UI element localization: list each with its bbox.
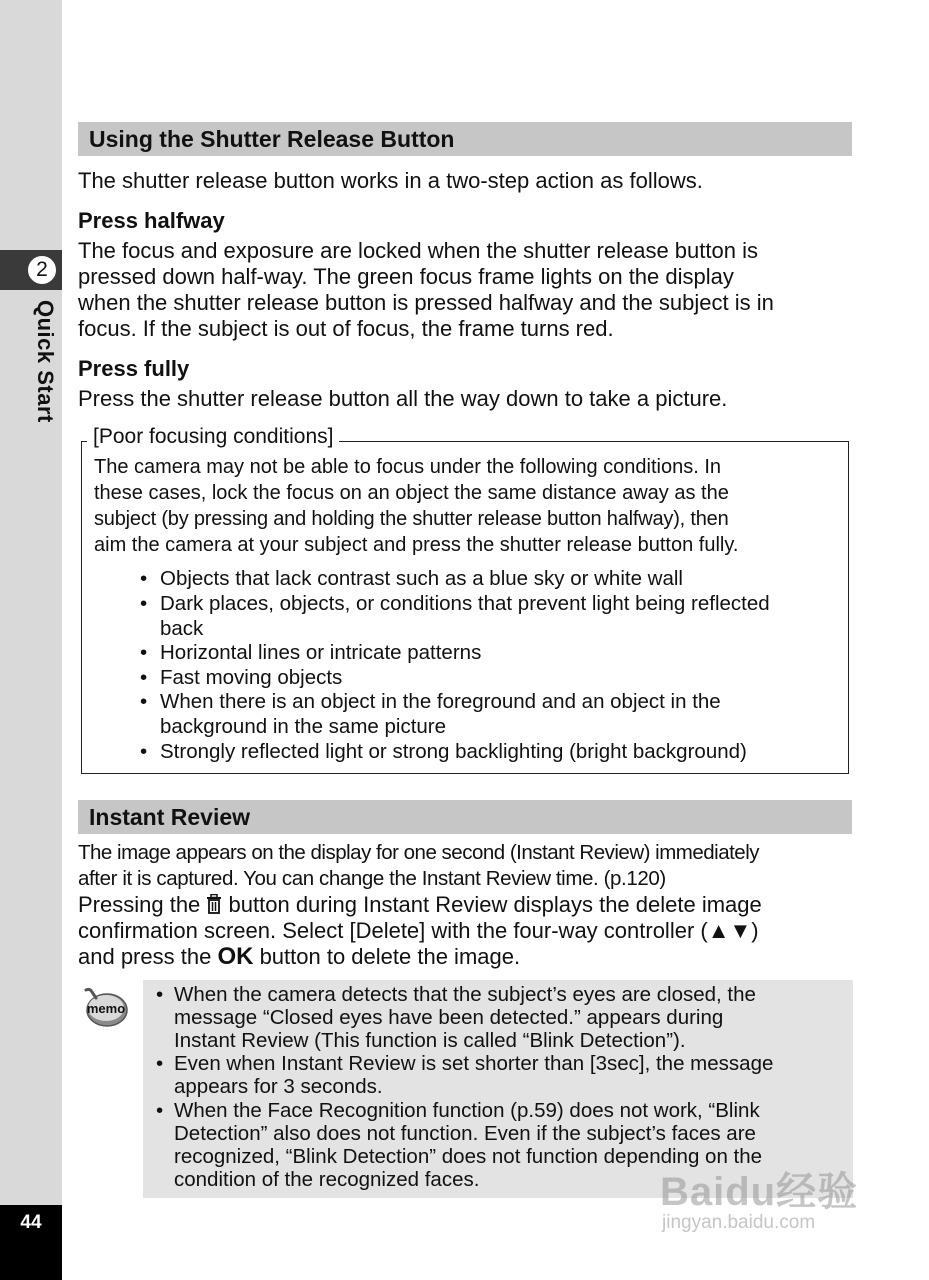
trash-icon (206, 894, 222, 920)
halfway-line: The focus and exposure are locked when the shutter release button is (78, 238, 758, 263)
press-fully-text: Press the shutter release button all the way down to take a picture. (78, 386, 728, 411)
bullet-text: Strongly reflected light or strong backlighting (bright background) (160, 740, 747, 763)
review-text-fragment: and press the (78, 944, 212, 969)
bullet-text: back (160, 617, 204, 640)
bullet-text: When there is an object in the foreground and an object in the (160, 690, 721, 713)
baidu-watermark (660, 1160, 890, 1260)
ok-button-glyph: OK (217, 943, 254, 970)
bullet-text: message “Closed eyes have been detected.” appears during (174, 1006, 724, 1029)
bullet-dot: • (156, 1052, 164, 1075)
poor-focus-intro-line: these cases, lock the focus on an object the same distance away as the (94, 482, 729, 504)
poor-focus-intro-line: aim the camera at your subject and press the shutter release button fully. (94, 534, 739, 556)
memo-icon (80, 984, 130, 1030)
bullet-text: Even when Instant Review is set shorter than [3sec], the message (174, 1052, 774, 1075)
bullet-text: Instant Review (This function is called “Blink Detection”). (174, 1029, 686, 1052)
shutter-section-heading: Using the Shutter Release Button (78, 122, 852, 156)
bullet-text: background in the same picture (160, 715, 447, 738)
page-number: 44 (20, 1212, 42, 1233)
bullet-text: When the camera detects that the subject’s eyes are closed, the (174, 983, 756, 1006)
bullet-text: Fast moving objects (160, 666, 343, 689)
bullet-text: Objects that lack contrast such as a blue sky or white wall (160, 567, 683, 590)
bullet-dot: • (140, 567, 148, 590)
poor-focus-intro-line: The camera may not be able to focus under the following conditions. In (94, 456, 722, 478)
halfway-line: pressed down half-way. The green focus frame lights on the display (78, 264, 734, 289)
bullet-text: condition of the recognized faces. (174, 1168, 480, 1191)
review-text-fragment: Pressing the (78, 892, 201, 917)
press-halfway-title: Press halfway (78, 208, 225, 233)
svg-text:memo: memo (86, 1001, 126, 1016)
review-text-fragment: button to delete the image. (259, 944, 521, 969)
review-line (78, 892, 868, 920)
instant-review-heading: Instant Review (78, 800, 852, 834)
shutter-intro: The shutter release button works in a two-step action as follows. (78, 168, 703, 193)
bullet-dot: • (156, 1099, 164, 1122)
bullet-text: Horizontal lines or intricate patterns (160, 641, 482, 664)
chapter-number: 2 (26, 254, 58, 286)
sidebar-strip (0, 0, 62, 1280)
chapter-label: Quick Start (33, 300, 58, 423)
bullet-dot: • (140, 666, 148, 689)
press-fully-title: Press fully (78, 356, 190, 381)
poor-focus-title: [Poor focusing conditions] (87, 424, 339, 450)
bullet-text: When the Face Recognition function (p.59) does not work, “Blink (174, 1099, 760, 1122)
bullet-dot: • (140, 740, 148, 763)
bullet-dot: • (140, 690, 148, 713)
bullet-text: Dark places, objects, or conditions that prevent light being reflected (160, 592, 770, 615)
review-line (78, 944, 868, 970)
review-line: confirmation screen. Select [Delete] with the four-way controller (▲▼) (78, 918, 759, 943)
halfway-line: when the shutter release button is pressed halfway and the subject is in (78, 290, 774, 315)
review-text-fragment: button during Instant Review displays the delete image (228, 892, 762, 917)
bullet-text: Detection” also does not function. Even if the subject’s faces are (174, 1122, 756, 1145)
review-line: after it is captured. You can change the Instant Review time. (p.120) (78, 867, 666, 890)
bullet-dot: • (156, 983, 164, 1006)
bullet-text: recognized, “Blink Detection” does not function depending on the (174, 1145, 763, 1168)
watermark-url: jingyan.baidu.com (662, 1212, 816, 1233)
bullet-text: appears for 3 seconds. (174, 1075, 383, 1098)
bullet-dot: • (140, 641, 148, 664)
review-line: The image appears on the display for one second (Instant Review) immediately (78, 841, 760, 864)
halfway-line: focus. If the subject is out of focus, the frame turns red. (78, 316, 614, 341)
watermark-logo-text: Baidu经验 (660, 1170, 859, 1214)
bullet-dot: • (140, 592, 148, 615)
poor-focus-intro-line: subject (by pressing and holding the shutter release button halfway), then (94, 508, 729, 530)
